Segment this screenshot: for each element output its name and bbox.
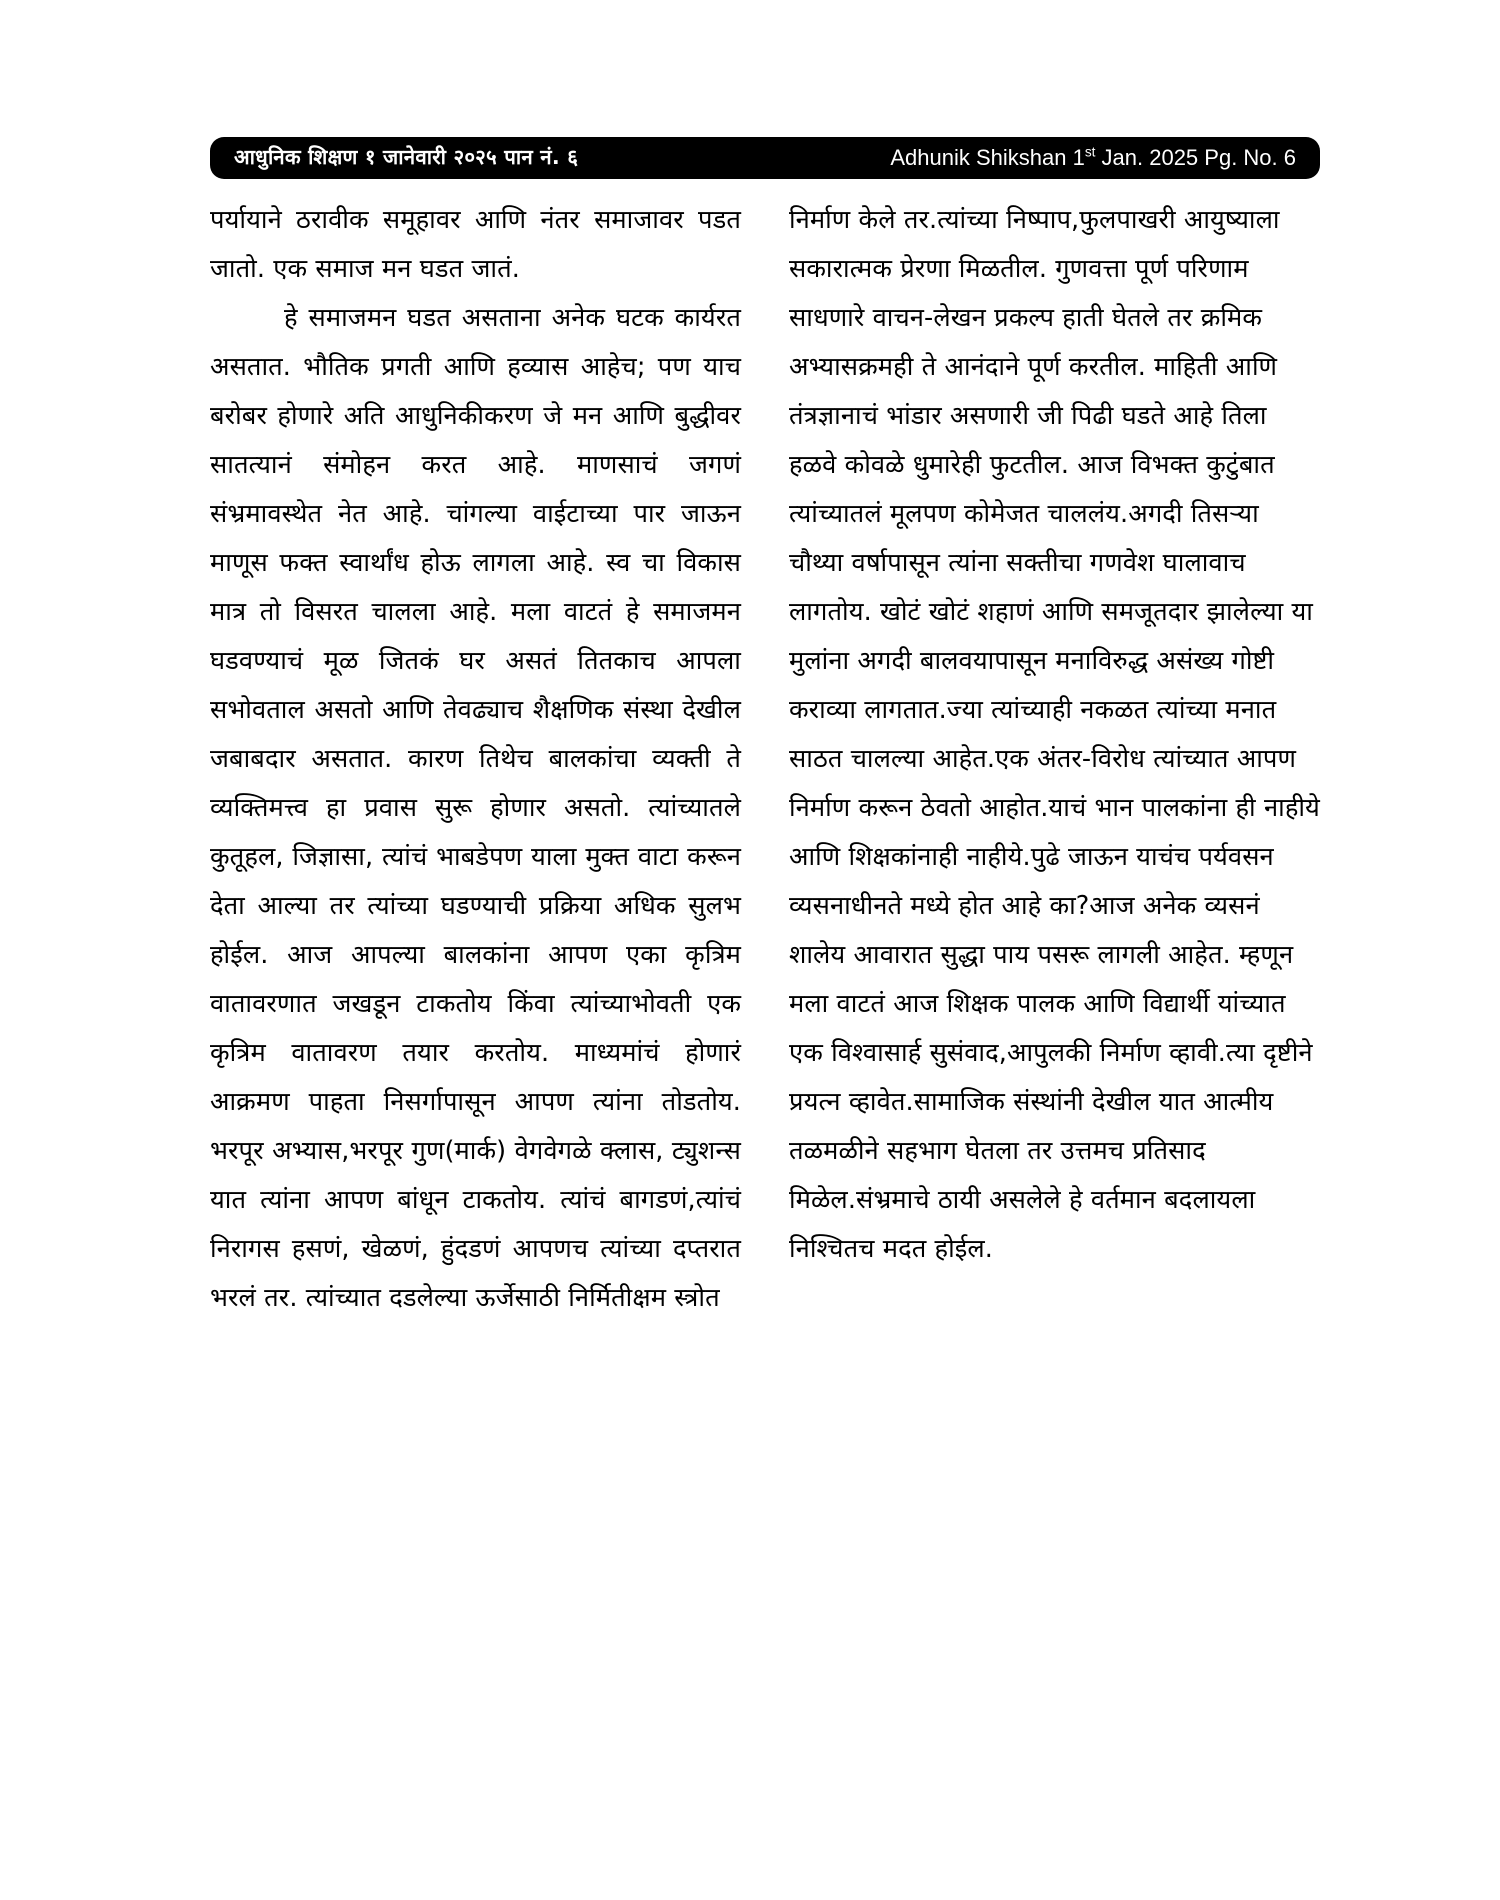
masthead-title-english <box>890 144 1296 170</box>
column-left <box>210 196 741 1323</box>
masthead-banner <box>210 137 1320 179</box>
masthead-title-english-rest: Jan. 2025 Pg. No. 6 <box>1095 144 1296 170</box>
masthead-title-marathi: आधुनिक शिक्षण १ जानेवारी २०२५ पान नं. ६ <box>234 144 579 169</box>
paragraph: निर्माण केले तर.त्यांच्या निष्पाप,फुलपाखरी आयुष्याला सकारात्मक प्रेरणा मिळतील. गुणवत्ता पूर्ण परिणाम साधणारे वाचन-लेखन प्रकल्प हाती घेतले तर क्रमिक अभ्यासक्रमही ते आनंदाने पूर्ण करतील. माहिती आणि तंत्रज्ञानाचं भांडार असणारी जी पिढी घडते आहे तिला हळवे कोवळे धुमारेही फुटतील. आज विभक्त कुटुंबात त्यांच्यातलं मूलपण कोमेजत चाललंय.अगदी तिसऱ्या चौथ्या वर्षापासून त्यांना सक्तीचा गणवेश घालावाच लागतोय. खोटं खोटं शहाणं आणि समजूतदार झालेल्या या मुलांना अगदी बालवयापासून मनाविरुद्ध असंख्य गोष्टी कराव्या लागतात.ज्या त्यांच्याही नकळत त्यांच्या मनात साठत चालल्या आहेत.एक अंतर-विरोध त्यांच्यात आपण निर्माण करून ठेवतो आहोत.याचं भान पालकांना ही नाहीये आणि शिक्षकांनाही नाहीये.पुढे जाऊन याचंच पर्यवसन व्यसनाधीनते मध्ये होत आहे का?आज अनेक व्यसनं शालेय आवारात सुद्धा पाय पसरू लागली आहेत. म्हणून मला वाटतं आज शिक्षक पालक आणि विद्यार्थी यांच्यात एक विश्वासार्ह सुसंवाद,आपुलकी निर्माण व्हावी.त्या दृष्टीने प्रयत्न व्हावेत.सामाजिक संस्थांनी देखील यात आत्मीय तळमळीने सहभाग घेतला तर उत्तमच प्रतिसाद मिळेल.संभ्रमाचे ठायी असलेले हे वर्तमान बदलायला निश्चितच मदत होईल. <box>789 205 1320 1264</box>
masthead-title-english-ordinal: st <box>1084 144 1096 160</box>
paragraph: पर्यायाने ठरावीक समूहावर आणि नंतर समाजावर पडत जातो. एक समाज मन घडत जातं. <box>210 205 741 284</box>
masthead-title-english-main: Adhunik Shikshan 1 <box>890 144 1085 170</box>
paragraph: हे समाजमन घडत असताना अनेक घटक कार्यरत असतात. भौतिक प्रगती आणि हव्यास आहेच; पण याच बरोबर होणारे अति आधुनिकीकरण जे मन आणि बुद्धीवर सातत्यानं संमोहन करत आहे. माणसाचं जगणं संभ्रमावस्थेत नेत आहे. चांगल्या वाईटाच्या पार जाऊन माणूस फक्त स्वार्थांध होऊ लागला आहे. स्व चा विकास मात्र तो विसरत चालला आहे. मला वाटतं हे समाजमन घडवण्याचं मूळ जितकं घर असतं तितकाच आपला सभोवताल असतो आणि तेवढ्याच शैक्षणिक संस्था देखील जबाबदार असतात. कारण तिथेच बालकांचा व्यक्ती ते व्यक्तिमत्त्व हा प्रवास सुरू होणार असतो. त्यांच्यातले कुतूहल, जिज्ञासा, त्यांचं भाबडेपण याला मुक्त वाटा करून देता आल्या तर त्यांच्या घडण्याची प्रक्रिया अधिक सुलभ होईल. आज आपल्या बालकांना आपण एका कृत्रिम वातावरणात जखडून टाकतोय किंवा त्यांच्याभोवती एक कृत्रिम वातावरण तयार करतोय. माध्यमांचं होणारं आक्रमण पाहता निसर्गापासून आपण त्यांना तोडतोय. भरपूर अभ्यास,भरपूर गुण(मार्क) वेगवेगळे क्लास, ट्युशन्स यात त्यांना आपण बांधून टाकतोय. त्यांचं बागडणं,त्यांचं निरागस हसणं, खेळणं, हुंदडणं आपणच त्यांच्या दप्तरात भरलं तर. त्यांच्यात दडलेल्या ऊर्जेसाठी निर्मितीक्षम स्त्रोत <box>210 303 741 1313</box>
article-body <box>210 196 1320 1323</box>
column-right <box>789 196 1320 1323</box>
